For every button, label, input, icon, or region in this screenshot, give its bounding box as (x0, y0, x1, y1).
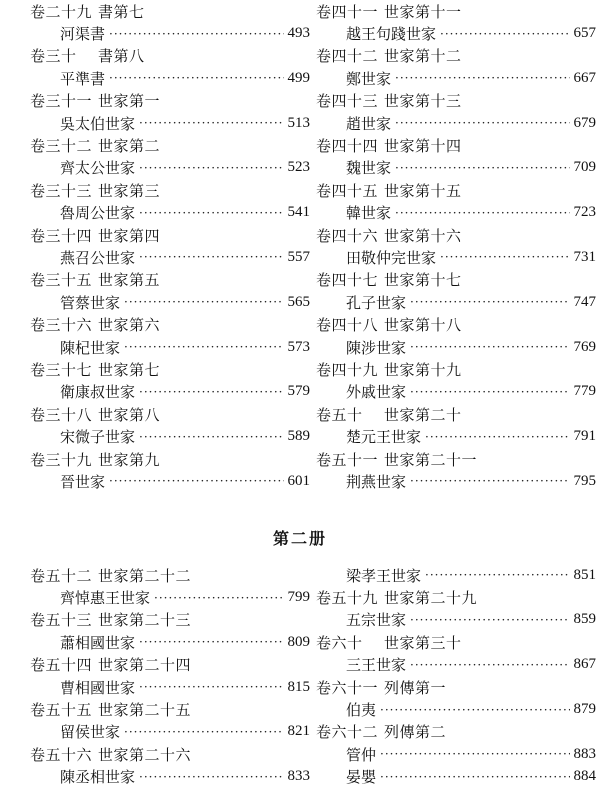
toc-entry[interactable] (316, 336, 596, 358)
volume-number: 卷五十九 (316, 589, 379, 608)
toc-entry[interactable] (30, 22, 310, 44)
toc-entry[interactable] (316, 246, 596, 268)
volume-row (316, 269, 596, 291)
dot-leader (380, 703, 569, 717)
toc-entry[interactable] (30, 336, 310, 358)
volume-number: 卷二十九 (30, 2, 93, 21)
section-title: 世家第十七 (384, 271, 462, 290)
volume-row (30, 448, 310, 470)
volume-number: 卷三十六 (30, 316, 93, 335)
page-number: 833 (287, 768, 310, 785)
section-title: 世家第二十一 (384, 450, 478, 469)
volume-number: 卷四十五 (316, 181, 379, 200)
volume-number: 卷三十三 (30, 181, 93, 200)
page-number: 679 (573, 114, 596, 131)
page-number: 499 (287, 69, 310, 86)
volume-row (30, 45, 310, 67)
dot-leader (139, 385, 283, 399)
dot-leader (139, 206, 283, 220)
section-title: 世家第二十六 (98, 745, 192, 764)
dot-leader (395, 116, 569, 130)
dot-leader (139, 770, 283, 784)
volume-row (30, 358, 310, 380)
entry-title: 齊太公世家 (60, 159, 136, 178)
dot-leader (410, 340, 569, 354)
page-number: 867 (573, 656, 596, 673)
section-title: 書第七 (98, 2, 145, 21)
volume-row (316, 676, 596, 698)
entry-title: 梁孝王世家 (346, 566, 422, 585)
page-number: 879 (573, 701, 596, 718)
section-title: 列傳第二 (384, 723, 447, 742)
entry-title: 田敬仲完世家 (346, 248, 437, 267)
section-title: 世家第五 (98, 271, 161, 290)
volume-number: 卷六十 (316, 633, 363, 652)
volume-row (30, 609, 310, 631)
volume-row (30, 698, 310, 720)
volume-heading: 第二册 (272, 529, 327, 548)
section-title: 世家第十九 (384, 360, 462, 379)
entry-title: 魏世家 (346, 159, 392, 178)
section-title: 世家第三十 (384, 633, 462, 652)
volume-number: 卷五十六 (30, 745, 93, 764)
dot-leader (124, 340, 283, 354)
toc-column-left-1 (30, 0, 310, 493)
toc-entry[interactable] (316, 291, 596, 313)
volume-number: 卷三十一 (30, 92, 93, 111)
volume-number: 卷五十五 (30, 701, 93, 720)
section-title: 世家第二十 (384, 405, 462, 424)
volume-number: 卷四十一 (316, 2, 379, 21)
page-number: 709 (573, 159, 596, 176)
toc-entry[interactable] (316, 609, 596, 631)
section-title: 世家第二 (98, 137, 161, 156)
toc-entry[interactable] (316, 157, 596, 179)
dot-leader (440, 250, 569, 264)
page-number: 809 (287, 633, 310, 650)
toc-entry[interactable] (316, 202, 596, 224)
volume-row (316, 358, 596, 380)
page-number: 779 (573, 383, 596, 400)
volume-row (30, 134, 310, 156)
dot-leader (425, 430, 569, 444)
entry-title: 留侯世家 (60, 723, 121, 742)
section-title: 世家第一 (98, 92, 161, 111)
toc-entry[interactable] (30, 721, 310, 743)
dot-leader (425, 568, 569, 582)
volume-row (316, 134, 596, 156)
entry-title: 晏嬰 (346, 768, 377, 787)
volume-number: 卷三十 (30, 47, 77, 66)
page-number: 579 (287, 383, 310, 400)
volume-number: 卷五十一 (316, 450, 379, 469)
page-number: 601 (287, 472, 310, 489)
dot-leader (139, 635, 283, 649)
dot-leader (395, 71, 569, 85)
section-title: 世家第二十二 (98, 566, 192, 585)
volume-number: 卷三十七 (30, 360, 93, 379)
section-title: 世家第二十四 (98, 656, 192, 675)
dot-leader (380, 747, 569, 761)
entry-title: 齊悼惠王世家 (60, 589, 151, 608)
volume-number: 卷四十三 (316, 92, 379, 111)
entry-title: 越王句踐世家 (346, 25, 437, 44)
page-number: 667 (573, 69, 596, 86)
volume-number: 卷三十五 (30, 271, 93, 290)
dot-leader (395, 206, 569, 220)
toc-entry[interactable] (30, 381, 310, 403)
entry-title: 趙世家 (346, 114, 392, 133)
dot-leader (440, 27, 569, 41)
volume-number: 卷五十四 (30, 656, 93, 675)
toc-entry[interactable] (30, 157, 310, 179)
page-number: 541 (287, 204, 310, 221)
volume-row (316, 0, 596, 22)
entry-title: 孔子世家 (346, 293, 407, 312)
toc-column-right-1 (316, 0, 596, 493)
volume-number: 卷三十八 (30, 405, 93, 424)
section-title: 世家第二十三 (98, 611, 192, 630)
toc-entry[interactable] (30, 202, 310, 224)
page-number: 565 (287, 293, 310, 310)
section-title: 世家第十四 (384, 137, 462, 156)
entry-title: 晉世家 (60, 472, 106, 491)
entry-title: 蕭相國世家 (60, 633, 136, 652)
volume-row (30, 224, 310, 246)
volume-row (30, 403, 310, 425)
entry-title: 河渠書 (60, 25, 106, 44)
volume-number: 卷四十六 (316, 226, 379, 245)
toc-entry[interactable] (30, 631, 310, 653)
page-number: 821 (287, 723, 310, 740)
volume-row (316, 90, 596, 112)
toc-entry[interactable] (316, 743, 596, 765)
dot-leader (410, 474, 569, 488)
toc-entry[interactable] (30, 766, 310, 788)
volume-number: 卷三十二 (30, 137, 93, 156)
toc-entry[interactable] (316, 766, 596, 788)
entry-title: 曹相國世家 (60, 678, 136, 697)
entry-title: 荆燕世家 (346, 472, 407, 491)
volume-row (316, 45, 596, 67)
volume-number: 卷五十 (316, 405, 363, 424)
volume-row (30, 564, 310, 586)
page-number: 747 (573, 293, 596, 310)
toc-entry[interactable] (316, 381, 596, 403)
page-number: 883 (573, 745, 596, 762)
volume-row (316, 313, 596, 335)
volume-number: 卷六十一 (316, 678, 379, 697)
section-title: 世家第十八 (384, 316, 462, 335)
toc-entry[interactable] (316, 698, 596, 720)
dot-leader (109, 71, 283, 85)
volume-row (316, 721, 596, 743)
toc-entry[interactable] (316, 470, 596, 492)
page-number: 795 (573, 472, 596, 489)
dot-leader (139, 680, 283, 694)
dot-leader (410, 613, 569, 627)
entry-title: 楚元王世家 (346, 428, 422, 447)
dot-leader (410, 658, 569, 672)
volume-row (316, 179, 596, 201)
volume-row (30, 179, 310, 201)
section-title: 世家第四 (98, 226, 161, 245)
volume-number: 卷四十八 (316, 316, 379, 335)
section-title: 世家第九 (98, 450, 161, 469)
volume-number: 卷四十九 (316, 360, 379, 379)
toc-entry[interactable] (316, 654, 596, 676)
page-number: 723 (573, 204, 596, 221)
page-number: 523 (287, 159, 310, 176)
toc-entry[interactable] (30, 67, 310, 89)
section-title: 世家第十一 (384, 2, 462, 21)
section-title: 列傳第一 (384, 678, 447, 697)
toc-entry[interactable] (30, 470, 310, 492)
section-title: 世家第十六 (384, 226, 462, 245)
volume-row (316, 448, 596, 470)
section-title: 世家第十五 (384, 181, 462, 200)
volume-row (30, 0, 310, 22)
page-number: 573 (287, 338, 310, 355)
entry-title: 韓世家 (346, 204, 392, 223)
dot-leader (139, 250, 283, 264)
page-number: 657 (573, 25, 596, 42)
dot-leader (124, 295, 283, 309)
entry-title: 吳太伯世家 (60, 114, 136, 133)
toc-entry[interactable] (30, 291, 310, 313)
volume-number: 卷六十二 (316, 723, 379, 742)
entry-title: 五宗世家 (346, 611, 407, 630)
dot-leader (380, 770, 569, 784)
volume-number: 卷三十九 (30, 450, 93, 469)
page-number: 859 (573, 611, 596, 628)
entry-title: 伯夷 (346, 701, 377, 720)
page-number: 769 (573, 338, 596, 355)
dot-leader (139, 430, 283, 444)
entry-title: 管仲 (346, 745, 377, 764)
toc-entry[interactable] (316, 22, 596, 44)
section-title: 世家第二十九 (384, 589, 478, 608)
entry-title: 陳丞相世家 (60, 768, 136, 787)
toc-entry[interactable] (30, 246, 310, 268)
section-title: 世家第二十五 (98, 701, 192, 720)
volume-number: 卷五十三 (30, 611, 93, 630)
page-number: 731 (573, 248, 596, 265)
section-title: 世家第八 (98, 405, 161, 424)
dot-leader (124, 725, 283, 739)
toc-column-right-2 (316, 564, 596, 788)
entry-title: 平準書 (60, 69, 106, 88)
dot-leader (109, 27, 283, 41)
entry-title: 燕召公世家 (60, 248, 136, 267)
section-title: 世家第三 (98, 181, 161, 200)
entry-title: 陳涉世家 (346, 338, 407, 357)
volume-row (316, 586, 596, 608)
entry-title: 陳杞世家 (60, 338, 121, 357)
entry-title: 魯周公世家 (60, 204, 136, 223)
volume-number: 卷四十二 (316, 47, 379, 66)
page-number: 884 (573, 768, 596, 785)
page-number: 589 (287, 428, 310, 445)
toc-entry[interactable] (30, 425, 310, 447)
toc-entry[interactable] (30, 112, 310, 134)
dot-leader (139, 116, 283, 130)
volume-number: 卷四十七 (316, 271, 379, 290)
section-title: 書第八 (98, 47, 145, 66)
entry-title: 三王世家 (346, 656, 407, 675)
toc-column-left-2 (30, 564, 310, 788)
dot-leader (139, 161, 283, 175)
dot-leader (395, 161, 569, 175)
entry-title: 管蔡世家 (60, 293, 121, 312)
volume-row (30, 313, 310, 335)
volume-number: 卷三十四 (30, 226, 93, 245)
entry-title: 外戚世家 (346, 383, 407, 402)
volume-row (30, 743, 310, 765)
dot-leader (410, 385, 569, 399)
page-number: 557 (287, 248, 310, 265)
section-title: 世家第十三 (384, 92, 462, 111)
volume-row (30, 90, 310, 112)
section-title: 世家第十二 (384, 47, 462, 66)
section-title: 世家第六 (98, 316, 161, 335)
volume-row (316, 631, 596, 653)
page-number: 493 (287, 25, 310, 42)
page-number: 851 (573, 566, 596, 583)
dot-leader (410, 295, 569, 309)
toc-entry[interactable] (316, 564, 596, 586)
toc-entry[interactable] (30, 586, 310, 608)
page-number: 513 (287, 114, 310, 131)
page-number: 815 (287, 678, 310, 695)
entry-title: 鄭世家 (346, 69, 392, 88)
toc-entry[interactable] (30, 676, 310, 698)
volume-row (316, 403, 596, 425)
toc-entry[interactable] (316, 67, 596, 89)
page-number: 799 (287, 589, 310, 606)
volume-number: 卷五十二 (30, 566, 93, 585)
page-number: 791 (573, 428, 596, 445)
dot-leader (154, 591, 283, 605)
dot-leader (109, 474, 283, 488)
entry-title: 宋微子世家 (60, 428, 136, 447)
volume-row (316, 224, 596, 246)
toc-entry[interactable] (316, 425, 596, 447)
volume-row (30, 269, 310, 291)
volume-row (30, 654, 310, 676)
section-title: 世家第七 (98, 360, 161, 379)
entry-title: 衛康叔世家 (60, 383, 136, 402)
volume-number: 卷四十四 (316, 137, 379, 156)
toc-entry[interactable] (316, 112, 596, 134)
